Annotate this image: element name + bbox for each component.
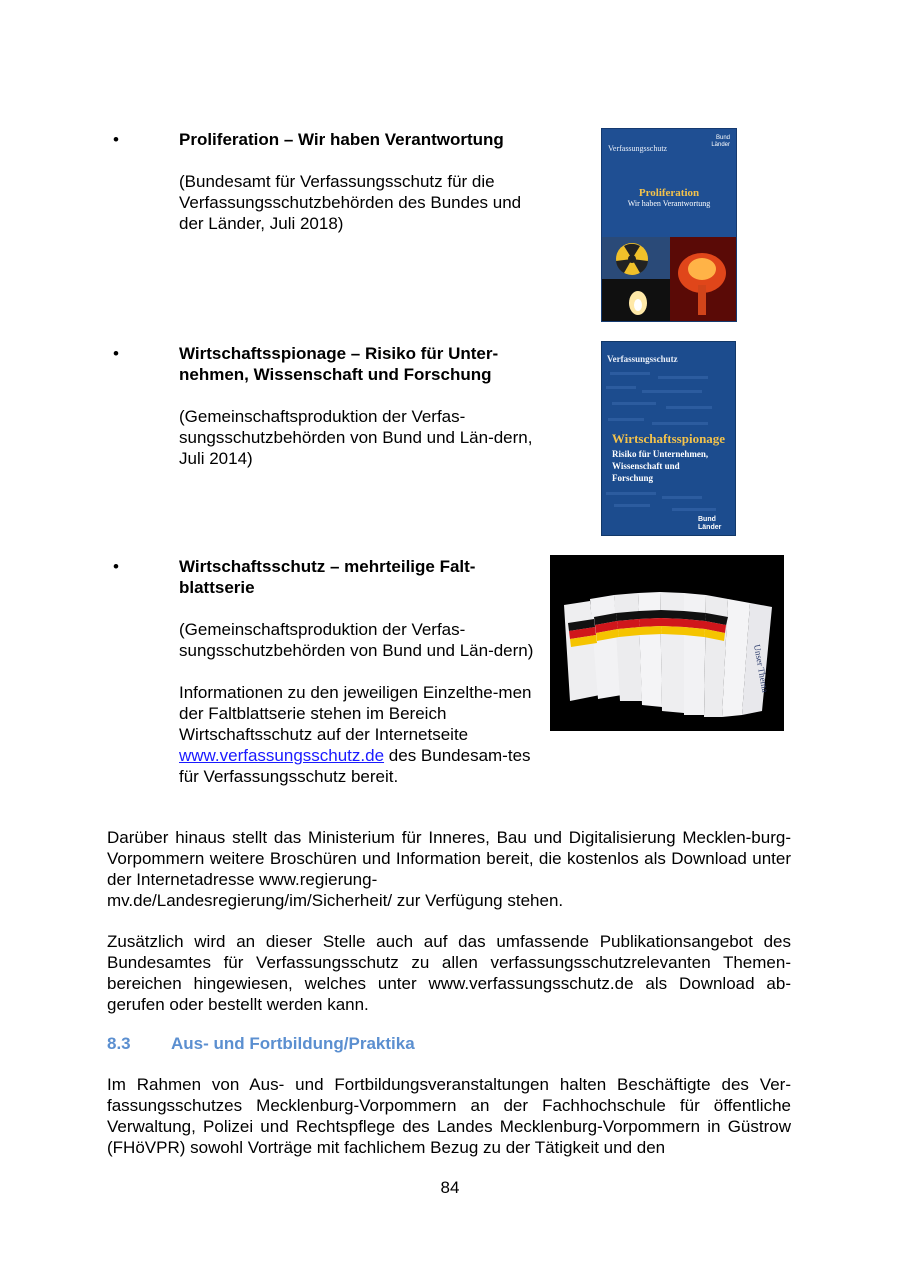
wirtschaftsspionage-cover-image [601, 341, 736, 536]
publication-entry [179, 343, 534, 469]
cover-title: Proliferation [638, 187, 700, 199]
cover-photo-collage [602, 237, 736, 321]
cover-publisher: Verfassungsschutz [608, 144, 668, 153]
info-text: des Bundesam-tes für Verfassungsschutz bereit. [179, 746, 531, 786]
cover-subtitle: Wir haben Verantwortung [627, 199, 711, 208]
cover-logo: Bund Länder [711, 135, 730, 148]
publication-note: (Gemeinschaftsproduktion der Verfas-sungsschutzbehörden von Bund und Län-dern) [179, 620, 534, 660]
bullet: • [113, 344, 119, 363]
info-text: Informationen zu den jeweiligen Einzelthe-men der Faltblattserie stehen im Bereich Wirtschaftsschutz auf der Internetseite [179, 683, 532, 744]
publication-info [179, 682, 534, 787]
cover-title: Wirtschaftsspionage [611, 431, 726, 446]
publication-entry [179, 129, 534, 234]
paragraph-text: mv.de/Landesregierung/im/Sicherheit/ zur Verfügung stehen. [107, 891, 564, 910]
paragraph-text: Darüber hinaus stellt das Ministerium für Inneres, Bau und Digitalisierung Mecklen-burg-Vorpommern weitere Broschüren und Information bereit, die kostenlos als Download unter der Internetadresse www.regierung- [107, 828, 791, 889]
body-paragraph: Zusätzlich wird an dieser Stelle auch auf das umfassende Publikationsangebot des Bundesamtes für Verfassungsschutz zu allen verfassungsschutzrelevanten Themen-bereichen hingewiesen, welches unter www.verfassungsschutz.de als Download ab-gerufen oder bestellt werden kann. [107, 932, 791, 1014]
cover-subtitle: Risiko für Unternehmen, Wissenschaft und Forschung [612, 449, 709, 483]
verfassungsschutz-link[interactable]: www.verfassungsschutz.de [179, 746, 385, 765]
body-paragraph: Im Rahmen von Aus- und Fortbildungsveranstaltungen halten Beschäftigte des Ver-fassungsschutzes Mecklenburg-Vorpommern an der Fachhochschule für öffentliche Verwaltung, Polizei und Rechtspflege des Landes Mecklenburg-Vorpommern in Güstrow (FHöVPR) sowohl Vorträge mit fachlichem Bezug zu der Tätigkeit und den [107, 1075, 791, 1157]
publication-note: (Bundesamt für Verfassungsschutz für die Verfassungsschutzbehörden des Bundes und der Länder, Juli 2018) [179, 172, 522, 233]
cover-publisher: Verfassungsschutz [607, 354, 678, 364]
publication-note: (Gemeinschaftsproduktion der Verfas-sungsschutzbehörden von Bund und Län-dern, Juli 2014) [179, 407, 533, 468]
publication-entry [179, 556, 534, 787]
publication-title: Proliferation – Wir haben Verantwortung [179, 130, 504, 149]
faltblatt-series-photo [550, 555, 784, 731]
cover-logo: Bund Länder [698, 516, 722, 531]
leaflet-spine-label: Unser Thema [752, 643, 771, 694]
body-paragraph [107, 827, 791, 911]
leaflet-fan-illustration [550, 555, 784, 731]
publication-title: Wirtschaftsschutz – mehrteilige Falt-blattserie [179, 557, 476, 597]
publication-title: Wirtschaftsspionage – Risiko für Unter-nehmen, Wissenschaft und Forschung [179, 344, 499, 384]
section-number: 8.3 [107, 1034, 131, 1053]
section-heading [107, 1033, 415, 1054]
page-number: 84 [440, 1178, 460, 1197]
proliferation-cover-image [601, 128, 737, 322]
bullet: • [113, 557, 119, 576]
section-title: Aus- und Fortbildung/Praktika [171, 1034, 415, 1053]
bullet: • [113, 130, 119, 149]
